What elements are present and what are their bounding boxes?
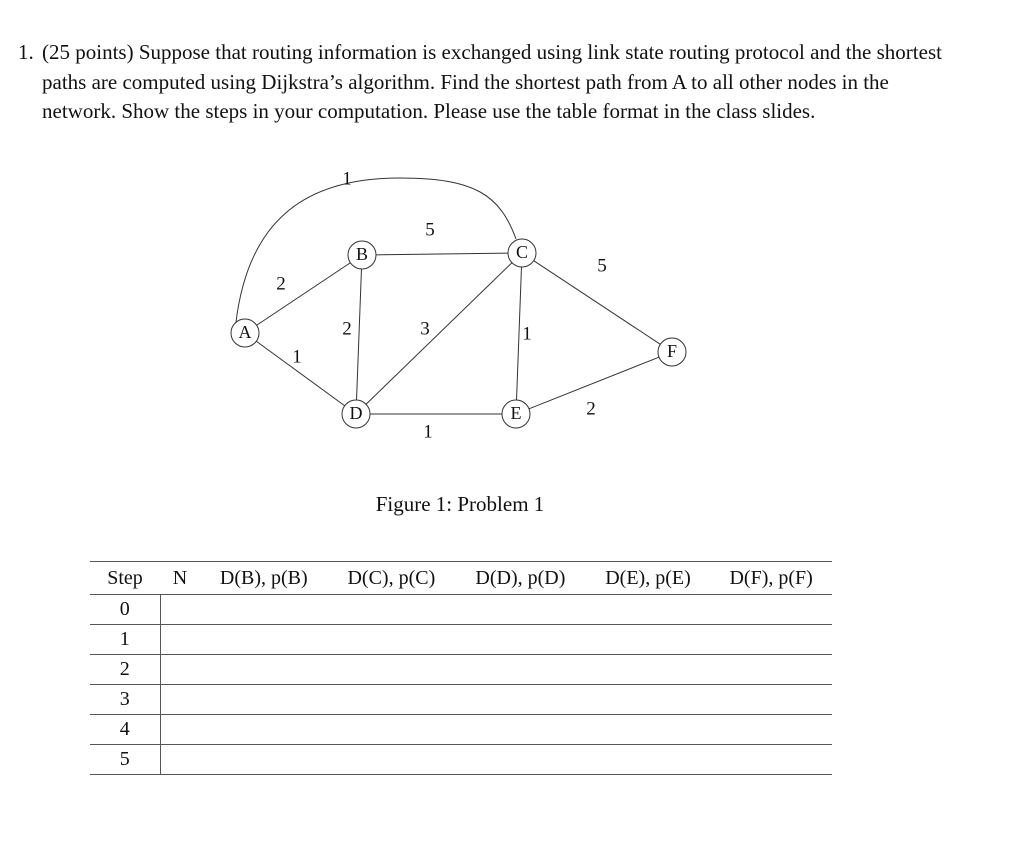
header-de: D(E), p(E) [586,562,711,595]
empty-cell [586,715,711,745]
empty-cell [586,655,711,685]
edge-weight-d-e: 1 [423,421,433,443]
empty-cell [455,685,586,715]
empty-cell [200,655,328,685]
empty-cell [586,745,711,775]
edge-weight-e-f: 2 [586,398,596,420]
empty-cell [710,685,832,715]
edge-c-e [517,267,522,400]
empty-cell [160,685,200,715]
empty-cell [160,625,200,655]
edge-weight-a-b: 2 [276,273,286,295]
edge-weight-c-f: 5 [597,255,607,277]
edge-weight-a-d: 1 [292,346,302,368]
node-label-a: A [238,322,252,343]
empty-cell [586,625,711,655]
step-cell: 2 [90,655,160,685]
empty-cell [200,685,328,715]
empty-cell [200,745,328,775]
empty-cell [200,595,328,625]
empty-cell [455,595,586,625]
empty-cell [328,715,456,745]
empty-cell [710,595,832,625]
edge-a-b [257,263,351,325]
step-cell: 5 [90,745,160,775]
table-header-row [90,562,832,595]
problem-text: (25 points) Suppose that routing information is exchanged using link state routing protocol and the shortest paths are computed using Dijkstra’s algorithm. Find the shortest path from A to all other nodes in the network. Show the steps in your computation. Please use the table format in the class slides. [42,40,942,123]
empty-cell [328,595,456,625]
dijkstra-table [90,561,832,775]
header-df: D(F), p(F) [710,562,832,595]
edge-b-c [376,253,508,255]
empty-cell [328,625,456,655]
edge-b-d [357,269,362,400]
empty-cell [200,625,328,655]
node-label-c: C [515,242,529,263]
empty-cell [455,655,586,685]
edge-weight-b-d: 2 [342,318,352,340]
table-row [90,745,832,775]
header-dd: D(D), p(D) [455,562,586,595]
edge-weight-d-c: 3 [420,318,430,340]
header-n: N [160,562,200,595]
empty-cell [160,715,200,745]
table-row [90,595,832,625]
empty-cell [160,655,200,685]
empty-cell [710,715,832,745]
problem-number: 1. [18,40,34,64]
node-label-e: E [510,403,522,424]
node-label-f: F [666,341,678,362]
table-row [90,715,832,745]
header-step: Step [90,562,160,595]
table-row [90,655,832,685]
table-row [90,625,832,655]
empty-cell [328,685,456,715]
step-cell: 0 [90,595,160,625]
header-dc: D(C), p(C) [328,562,456,595]
empty-cell [586,595,711,625]
node-label-d: D [349,403,363,424]
empty-cell [710,745,832,775]
figure-caption: Figure 1: Problem 1 [375,492,545,516]
step-cell: 3 [90,685,160,715]
empty-cell [586,685,711,715]
empty-cell [455,625,586,655]
edge-weight-c-e: 1 [522,323,532,345]
empty-cell [200,715,328,745]
edge-weight-b-c: 5 [425,219,435,241]
step-cell: 1 [90,625,160,655]
empty-cell [160,745,200,775]
empty-cell [710,625,832,655]
empty-cell [328,655,456,685]
step-cell: 4 [90,715,160,745]
empty-cell [710,655,832,685]
header-db: D(B), p(B) [200,562,328,595]
empty-cell [160,595,200,625]
empty-cell [328,745,456,775]
empty-cell [455,715,586,745]
empty-cell [455,745,586,775]
table-row [90,685,832,715]
node-label-b: B [355,244,369,265]
edge-weight-a-c: 1 [342,168,352,190]
edge-a-c [236,178,516,322]
edge-d-c [366,263,512,405]
